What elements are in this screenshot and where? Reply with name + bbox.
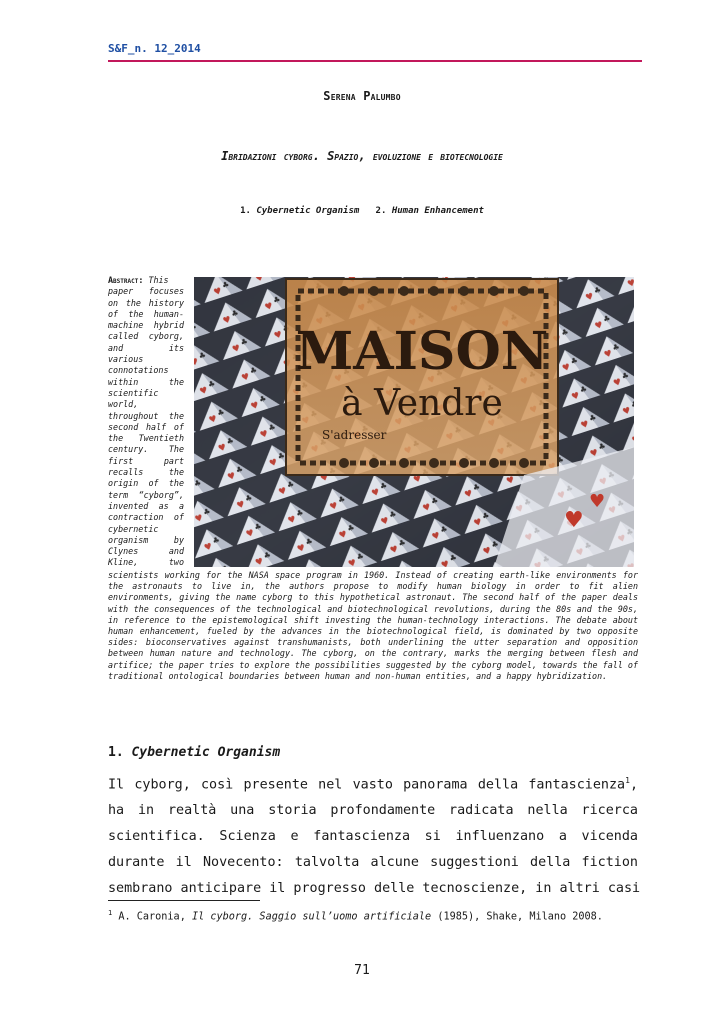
abstract-line: of the human- [108,308,184,319]
svg-text:♥: ♥ [589,491,606,512]
abstract-line: Kline, two [108,557,184,568]
abstract-line: invented as a [108,500,184,511]
abstract-line: Abstract: This [108,275,169,285]
abstract-continued: scientists working for the NASA space program in 1960. Instead of creating earth-like environments for the astronauts to live in, the authors propose to modify human biology in order to fit alien environments, giving the name cyborg to this hypothetical astronaut. The second half of the paper deals with the consequences of the technological and biotechnological revolutions, during the 80s and the 90s, in reference to the epistemological shift investing the human-technology interactions. The debate about human enhancement, fueled by the advances in the biotechnological field, is dominated by two opposite sides: bioconservatives against transhumanists, both underlining the utter separation and opposition between human nature and technology. The cyborg, on the contrary, marks the merging between flesh and artifice; the paper tries to explore the possibilities suggested by the cyborg model, towards the fall of traditional ontological boundaries between human and non-human entities, and a happy hybridization. [108,570,638,681]
footnote-work-title: Il cyborg. Saggio sull’uomo artificiale [191,911,432,923]
abstract-line: recalls the [108,467,184,478]
footnote: $^1$ A. Caronia, Il cyborg. Saggio sull’uomo artificiale (1985), Shake, Milano 2008. [108,909,603,923]
toc-item-2-num: 2. [375,206,387,216]
author-name: Serena Palumbo [323,89,401,103]
abstract-line: various [108,354,144,365]
section-number: 1. [108,745,124,760]
abstract-label: Abstract: [108,275,149,285]
toc-item-2-label: Human Enhancement [391,206,484,216]
playing-cards-sign-illustration [194,277,634,567]
abstract-line: organism by [108,534,184,545]
article-title: Ibridazioni cyborg. Spazio, evoluzione e biotecnologie [221,149,503,163]
body-line-4: durante il Novecento: talvolta alcune suggestioni della fiction [108,855,638,871]
section-heading [108,745,280,760]
abstract-line: and its [108,342,184,353]
abstract-line: world, [108,399,139,410]
abstract-line: machine hybrid [108,320,184,331]
abstract-line: Clynes and [108,546,184,557]
abstract-line: origin of the [108,478,184,489]
page-number: 71 [354,963,370,978]
toc-item-1-num: 1. [240,206,251,216]
abstract-line: called cyborg, [108,331,184,342]
abstract-line: first part [108,455,184,466]
svg-text:♥: ♥ [564,508,584,533]
footnote-number: 1 [108,909,113,917]
abstract-line: cybernetic [108,523,159,534]
section-title: Cybernetic Organism [131,745,281,760]
abstract-column [108,275,184,569]
body-line-5: sembrano anticipare il progresso delle tecnoscienze, in altri casi [108,881,641,897]
footnote-rule [108,900,260,901]
journal-header: S&F_n. 12_2014 [108,42,201,55]
body-line-3: scientifica. Scienza e fantascienza si influenzano a vicenda [108,829,638,845]
sign-text-sadresser: S'adresser [322,428,387,442]
abstract-line: second half of [108,421,184,432]
abstract-line: the Twentieth [108,433,184,444]
figure-image [194,277,634,567]
body-line-1: Il cyborg, così presente nel vasto panorama della fantascienza$^1$, [108,776,638,793]
table-of-contents [0,206,724,216]
abstract-line: on the history [108,297,184,308]
abstract-line: contraction of [108,512,184,523]
sign-text-maison: MAISON [295,321,549,382]
abstract-line: within the [108,376,184,387]
header-rule [108,60,642,62]
abstract-line: term “cyborg”, [108,489,184,500]
abstract-line: paper focuses [108,286,184,297]
body-line-2: ha in realtà una storia profondamente radicata nella ricerca [108,803,638,819]
sign-text-a-vendre: à Vendre [341,383,503,424]
footnote-reference: 1 [625,776,630,785]
body-paragraph [108,768,641,902]
abstract-line: scientific [108,387,159,398]
abstract-line: throughout the [108,410,184,421]
abstract-line: century. The [108,444,184,455]
abstract-line: connotations [108,365,169,376]
toc-item-1-label: Cybernetic Organism [256,206,360,216]
